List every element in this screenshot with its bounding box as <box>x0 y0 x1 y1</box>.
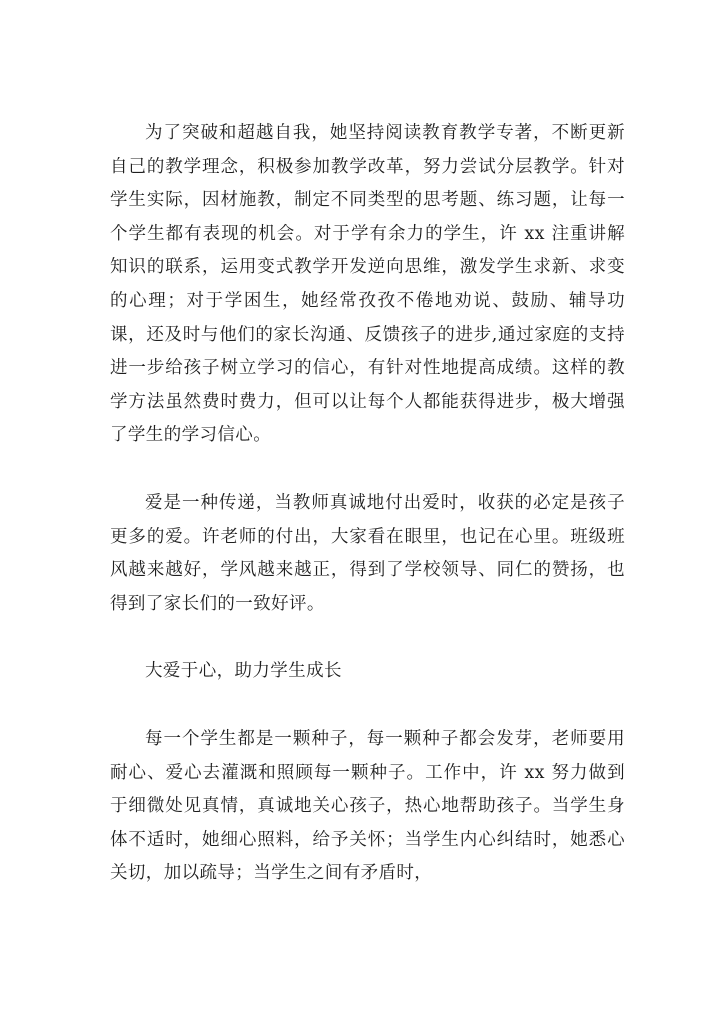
paragraph-love-transfer: 爱是一种传递，当教师真诚地付出爱时，收获的必定是孩子更多的爱。许老师的付出，大家看在眼里，也记在心里。班级班风越来越好，学风越来越正，得到了学校领导、同仁的赞扬，也得到了家长们的一致好评。 <box>110 492 625 614</box>
document-body <box>110 117 625 891</box>
paragraph-teaching-reform: 为了突破和超越自我，她坚持阅读教育教学专著，不断更新自己的教学理念，积极参加教学改革，努力尝试分层教学。针对学生实际，因材施教，制定不同类型的思考题、练习题，让每一个学生都有表现的机会。对于学有余力的学生，许 xx 注重讲解知识的联系，运用变式教学开发逆向思维，激发学生求新、求变的心理；对于学困生，她经常孜孜不倦地劝说、鼓励、辅导功课，还及时与他们的家长沟通、反馈孩子的进步,通过家庭的支持进一步给孩子树立学习的信心，有针对性地提高成绩。这样的教学方法虽然费时费力，但可以让每个人都能获得进步，极大增强了学生的学习信心。 <box>110 123 625 446</box>
paragraph-seed: 每一个学生都是一颗种子，每一颗种子都会发芽，老师要用耐心、爱心去灌溉和照顾每一颗种子。工作中，许 xx 努力做到于细微处见真情，真诚地关心孩子，热心地帮助孩子。当学生身体不适时，她细心照料，给予关怀；当学生内心纠结时，她悉心关切，加以疏导；当学生之间有矛盾时， <box>110 728 625 884</box>
section-heading: 大爱于心，助力学生成长 <box>145 661 342 682</box>
